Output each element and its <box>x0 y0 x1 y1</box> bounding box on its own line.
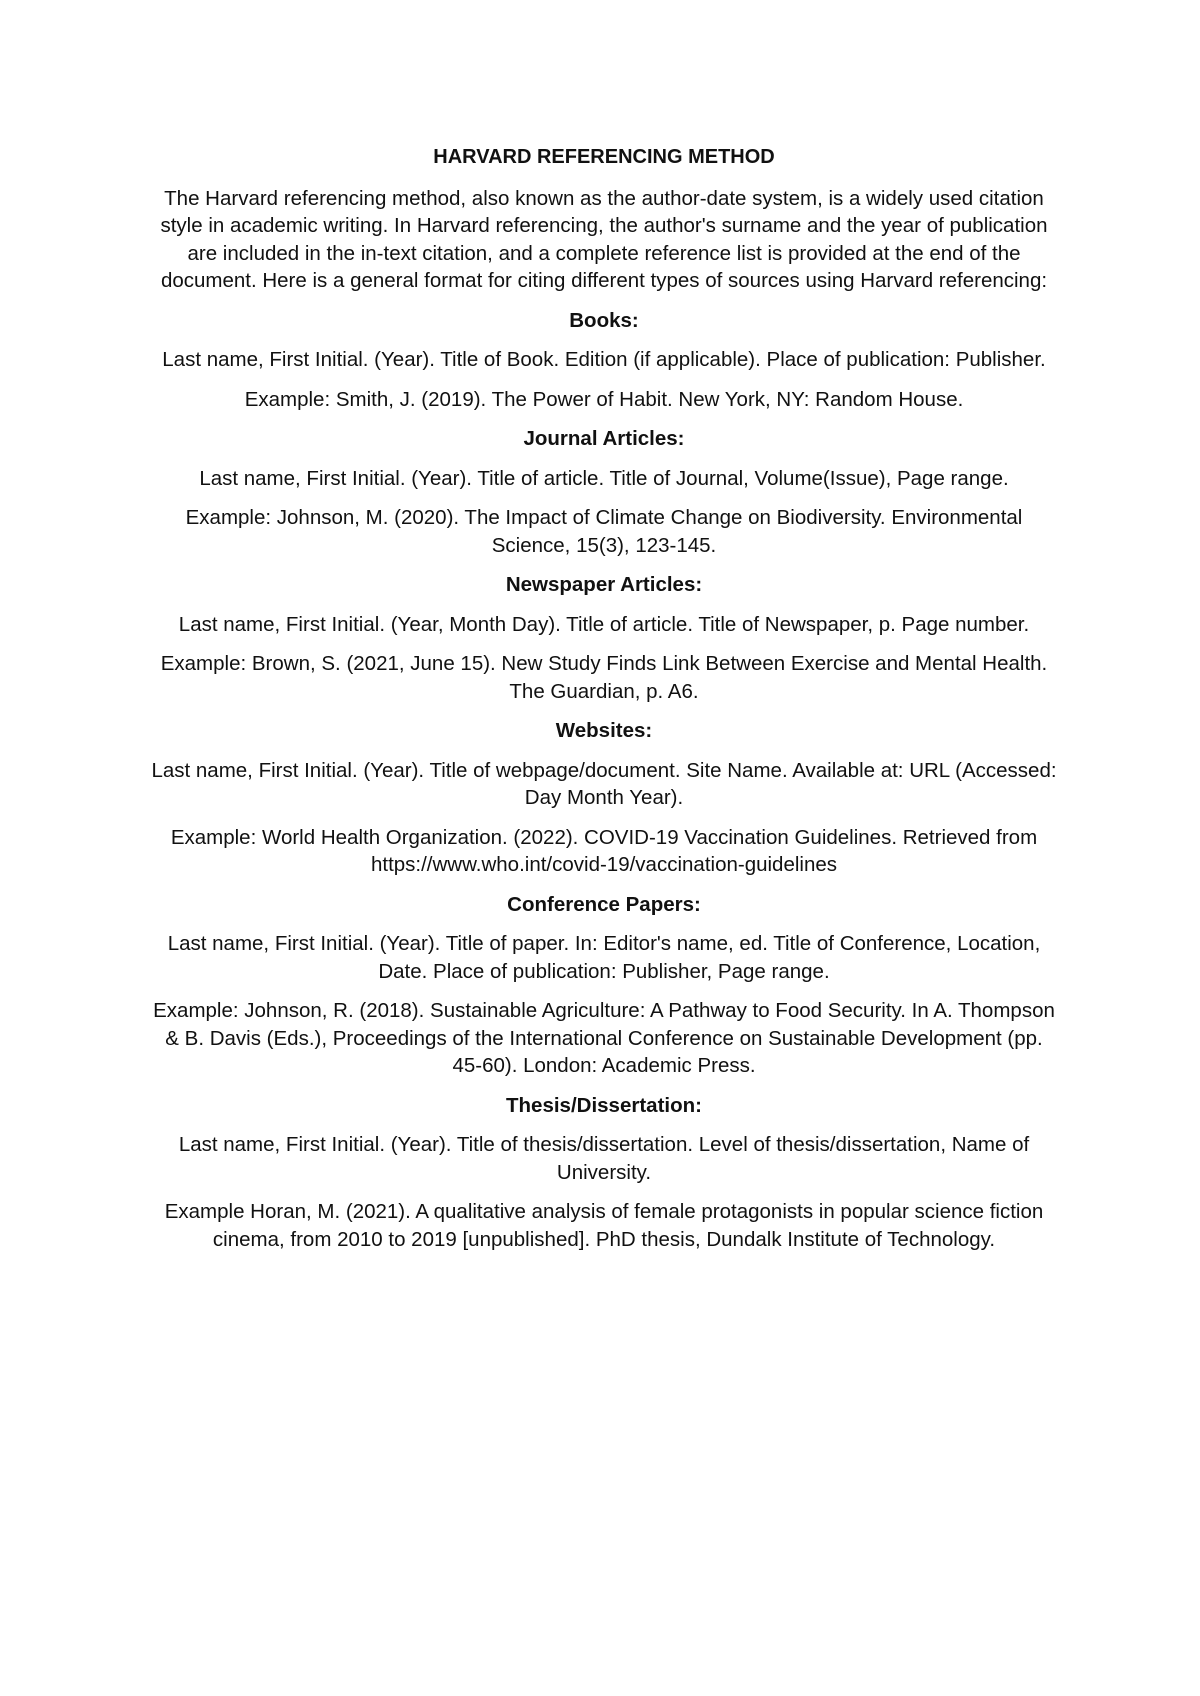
format-text: Last name, First Initial. (Year). Title of paper. In: Editor's name, ed. Title of Conference, Location, Date. Place of publication: Publisher, Page range. <box>167 932 1041 983</box>
example-text: Example: World Health Organization. (2022). COVID-19 Vaccination Guidelines. Retrieved from https://www.who.int/covid-19/vaccination-guidelines <box>170 825 1038 876</box>
example-text: Example: Johnson, M. (2020). The Impact of Climate Change on Biodiversity. Environmental Science, 15(3), 123-145. <box>185 506 1023 557</box>
section-newspaper-articles <box>150 571 1058 705</box>
section-thesis-dissertation <box>150 1092 1058 1254</box>
section-websites <box>150 717 1058 879</box>
format-text: Last name, First Initial. (Year). Title of article. Title of Journal, Volume(Issue), Page range. <box>199 466 1009 490</box>
format-text: Last name, First Initial. (Year). Title of Book. Edition (if applicable). Place of publication: Publisher. <box>162 348 1046 371</box>
example-text: Example: Brown, S. (2021, June 15). New Study Finds Link Between Exercise and Mental Health. The Guardian, p. A6. <box>160 652 1048 703</box>
intro-paragraph: The Harvard referencing method, also known as the author-date system, is a widely used citation style in academic writing. In Harvard referencing, the author's surname and the year of publication are included in the in-text citation, and a complete reference list is provided at the end of the document. Here is a general format for citing different types of sources using Harvard referencing: <box>160 186 1048 292</box>
section-journal-articles <box>150 425 1058 559</box>
section-heading: Books: <box>569 308 639 332</box>
section-heading: Newspaper Articles: <box>505 573 703 596</box>
format-text: Last name, First Initial. (Year). Title of thesis/dissertation. Level of thesis/dissertation, Name of University. <box>178 1133 1030 1184</box>
format-text: Last name, First Initial. (Year). Title of webpage/document. Site Name. Available at: URL (Accessed: Day Month Year). <box>151 758 1057 809</box>
example-text: Example Horan, M. (2021). A qualitative analysis of female protagonists in popular science fiction cinema, from 2010 to 2019 [unpublished]. PhD thesis, Dundalk Institute of Technology. <box>164 1200 1044 1251</box>
format-text: Last name, First Initial. (Year, Month Day). Title of article. Title of Newspaper, p. Page number. <box>178 612 1030 636</box>
section-heading: Websites: <box>555 719 653 742</box>
section-heading: Thesis/Dissertation: <box>506 1093 702 1117</box>
section-heading: Journal Articles: <box>523 427 685 450</box>
document-title: HARVARD REFERENCING METHOD <box>433 146 775 168</box>
section-conference-papers <box>150 891 1058 1080</box>
example-text: Example: Smith, J. (2019). The Power of Habit. New York, NY: Random House. <box>244 387 964 411</box>
section-books <box>150 307 1058 414</box>
section-heading: Conference Papers: <box>507 892 701 916</box>
example-text: Example: Johnson, R. (2018). Sustainable Agriculture: A Pathway to Food Security. In A. Thompson & B. Davis (Eds.), Proceedings of the International Conference on Sustainable Development (pp. 45-60). London: Academic Press. <box>153 999 1055 1077</box>
document-body <box>150 144 1058 1265</box>
